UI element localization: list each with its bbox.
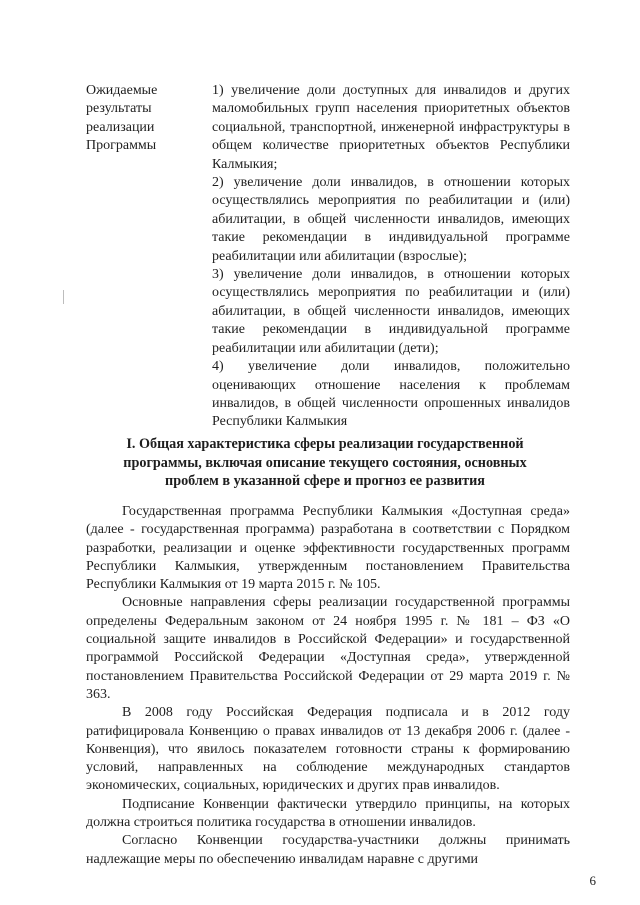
expected-results-list — [212, 82, 570, 432]
expected-results-table — [86, 82, 570, 432]
body-paragraph: В 2008 году Российская Федерация подписала и в 2012 году ратифицировала Конвенцию о правах инвалидов от 13 декабря 2006 г. (далее - Конвенция), что явилось показателем готовности страны к формированию условий, направленных на соблюдение международных стандартов экономических, социальных, юридических и других прав инвалидов. — [86, 705, 570, 794]
page-number: 6 — [589, 873, 596, 888]
expected-result-item: 3) увеличение доли инвалидов, в отношении которых осуществлялись мероприятия по реабилитации и (или) абилитации, в общей численности инвалидов, имеющих такие рекомендации в индивидуальной программе реабилитации или абилитации (дети); — [212, 267, 570, 356]
expected-results-label: Ожидаемые результаты реализации Программы — [86, 83, 158, 154]
section-body — [86, 503, 570, 869]
expected-result-item: 1) увеличение доли доступных для инвалидов и других маломобильных групп населения приоритетных объектов социальной, транспортной, инженерной инфраструктуры в общем количестве приоритетных объектов Республики Калмыкия; — [212, 83, 570, 172]
section-heading: I. Общая характеристика сферы реализации государственной программы, включая описание текущего состояния, основных проблем в указанной сфере и прогноз ее развития — [123, 436, 527, 490]
expected-result-item: 4) увеличение доли инвалидов, положительно оценивающих отношение населения к проблемам инвалидов, в общей численности опрошенных инвалидов Республики Калмыкия — [212, 359, 570, 430]
body-paragraph: Подписание Конвенции фактически утвердило принципы, на которых должна строиться политика государства в отношении инвалидов. — [86, 796, 570, 831]
expected-result-item: 2) увеличение доли инвалидов, в отношении которых осуществлялись мероприятия по реабилитации и (или) абилитации, в общей численности инвалидов, имеющих такие рекомендации в индивидуальной программе реабилитации или абилитации (взрослые); — [212, 175, 570, 264]
margin-mark — [63, 290, 64, 304]
body-paragraph: Основные направления сферы реализации государственной программы определены Федеральным законом от 24 ноября 1995 г. № 181 – ФЗ «О социальной защите инвалидов в Российской Федерации» и государственной программой Российской Федерации «Доступная среда», утвержденной постановлением Правительства Российской Федерации от 29 марта 2019 г. № 363. — [86, 595, 570, 702]
body-paragraph: Согласно Конвенции государства-участники должны принимать надлежащие меры по обеспечению инвалидам наравне с другими — [86, 833, 570, 867]
body-paragraph: Государственная программа Республики Калмыкия «Доступная среда» (далее - государственная программа) разработана в соответствии с Порядком разработки, реализации и оценке эффективности государственных программ Республики Калмыкия, утвержденным постановлением Правительства Республики Калмыкия от 19 марта 2015 г. № 105. — [86, 504, 570, 593]
